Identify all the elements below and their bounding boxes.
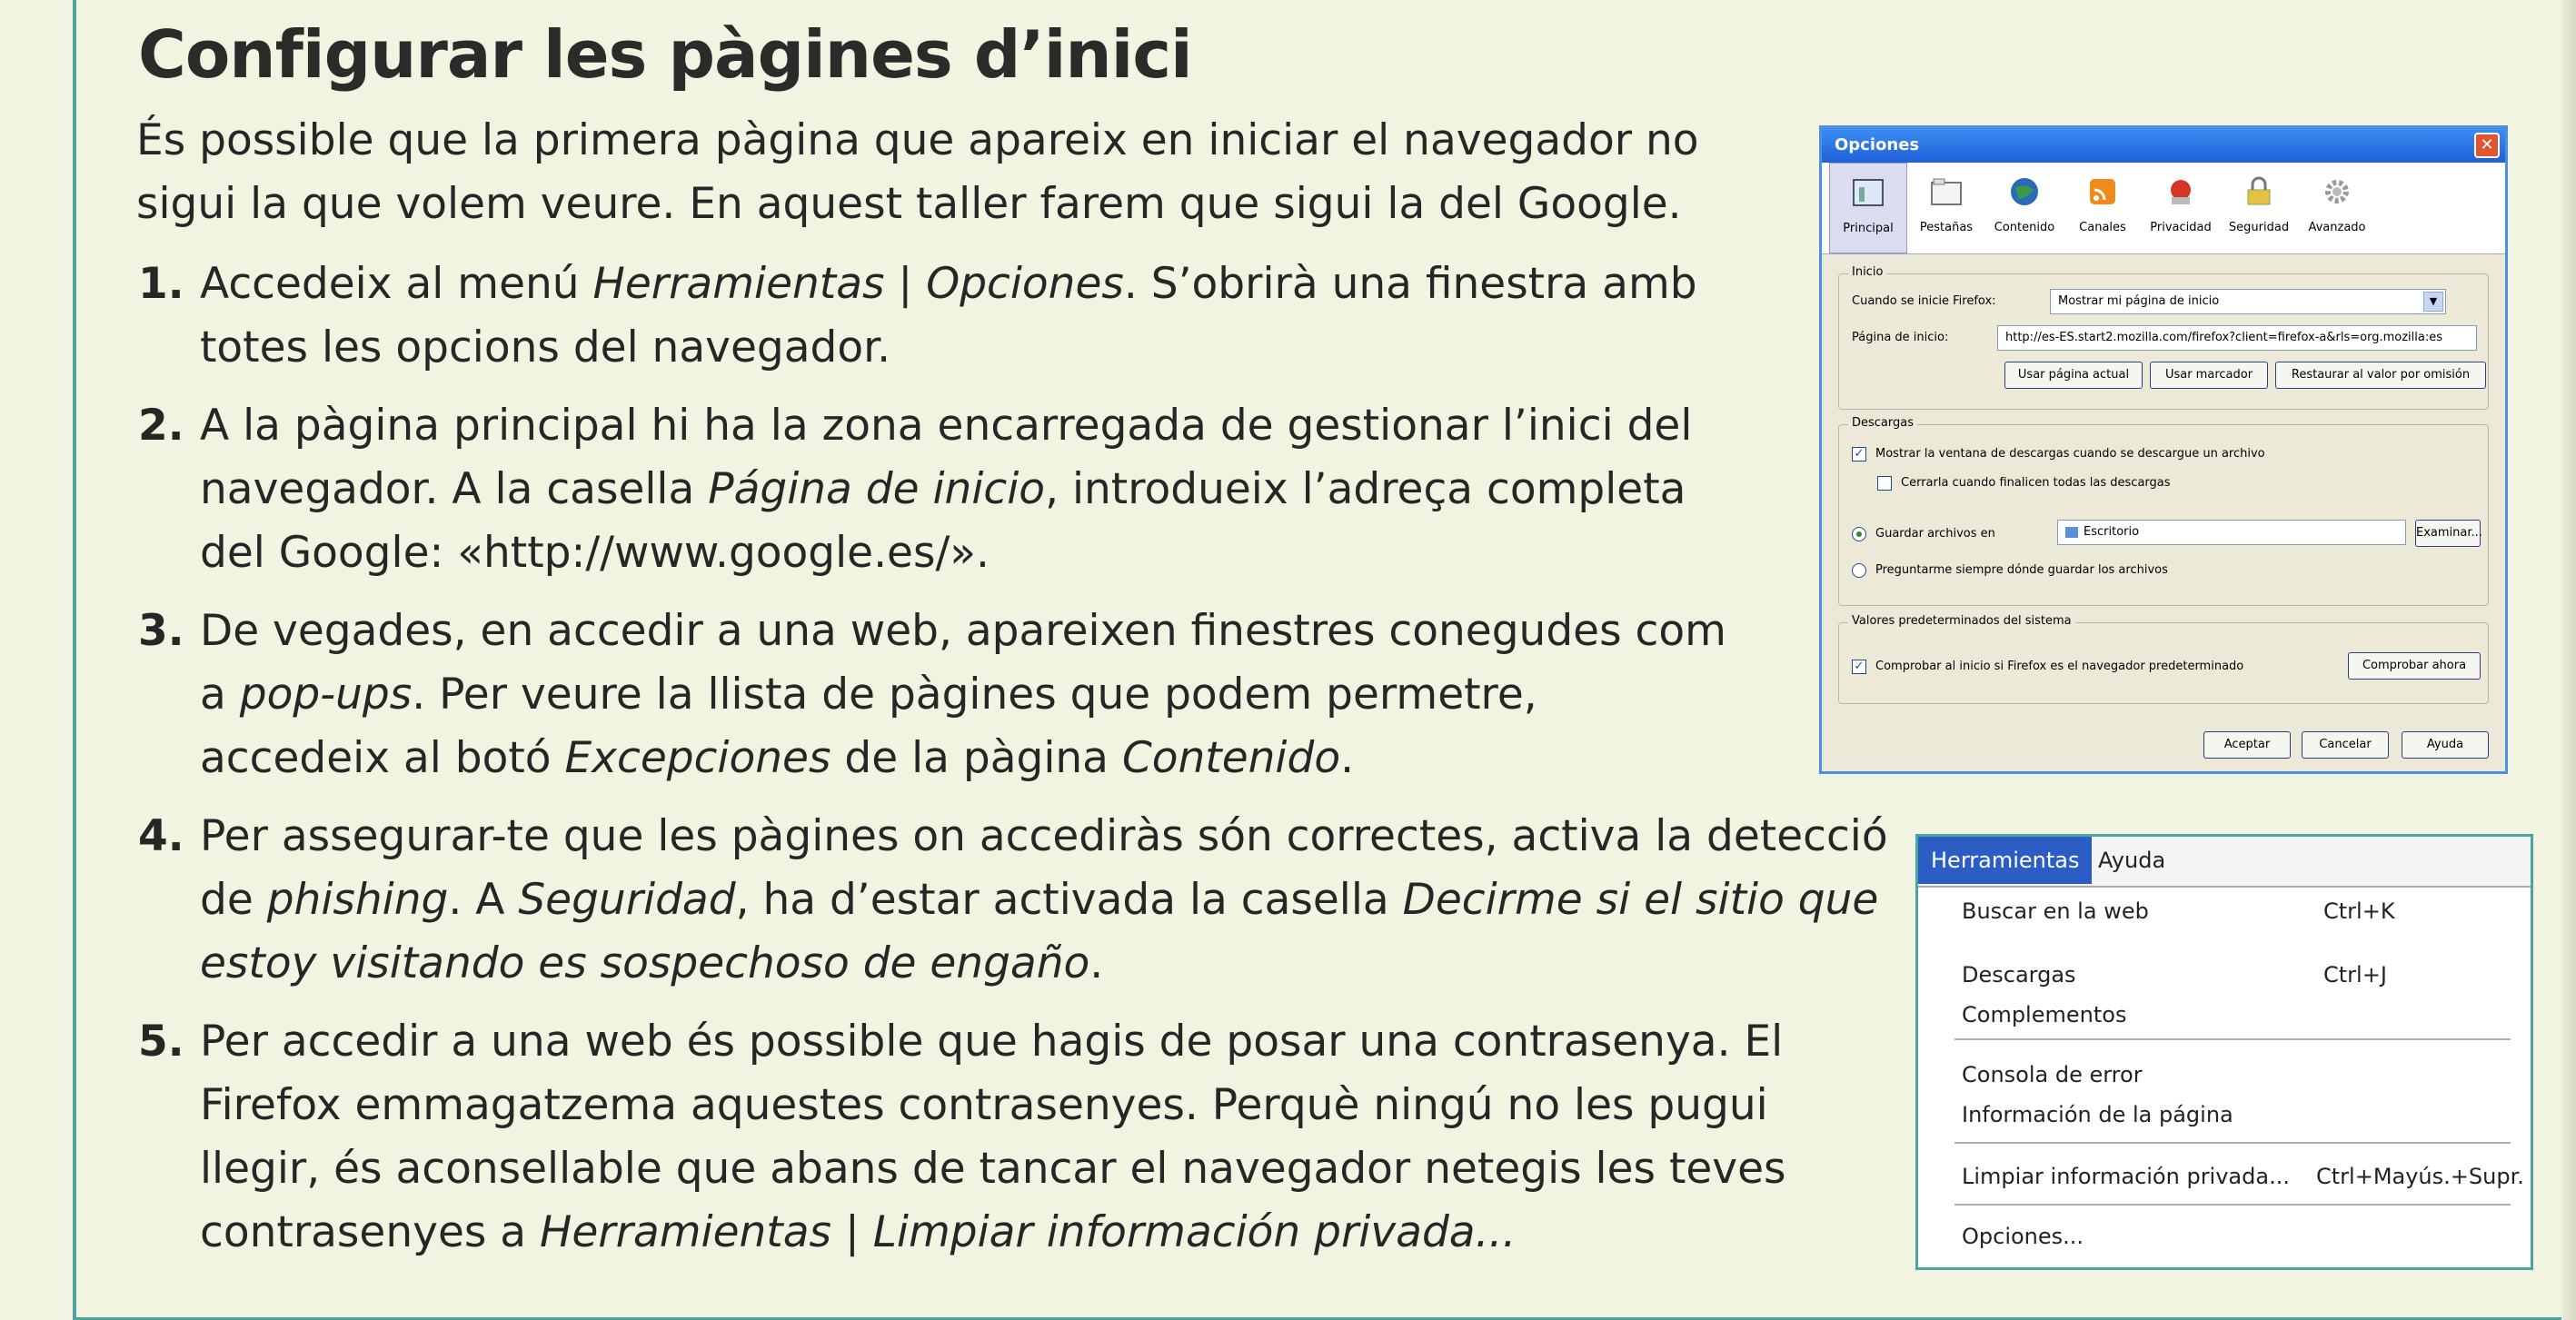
step-emphasis: Herramientas | Opciones	[592, 259, 1124, 309]
step-emphasis: Seguridad	[518, 875, 736, 925]
page-title: Configurar les pàgines d’inici	[138, 16, 1192, 93]
step-text: , introdueix l’adreça completa del Google: «http://www.google.es/».	[200, 464, 1686, 578]
dialog-tab-bar	[1822, 163, 2505, 254]
menu-item-shortcut: Ctrl+Mayús.+Supr.	[2316, 1164, 2524, 1189]
tab-label: Privacidad	[2150, 221, 2212, 234]
step-emphasis: Excepciones	[564, 733, 831, 783]
lock-icon	[2241, 174, 2277, 210]
menu-separator	[1954, 1142, 2511, 1144]
step-number: 5.	[138, 1017, 184, 1067]
opciones-dialog	[1819, 125, 2508, 774]
group-legend: Inicio	[1848, 265, 1886, 279]
privacy-icon	[2163, 174, 2199, 210]
step-emphasis: Contenido	[1121, 733, 1341, 783]
dialog-title: Opciones	[1835, 135, 1920, 154]
step-text: de la pàgina	[830, 733, 1122, 783]
tab-contenido[interactable]	[1985, 163, 2064, 253]
step-emphasis: phishing	[266, 875, 449, 925]
step-text: .	[1089, 938, 1104, 988]
tab-avanzado[interactable]	[2298, 163, 2376, 253]
menu-item-consola[interactable]	[1962, 1055, 2507, 1095]
tab-pestanas[interactable]	[1907, 163, 1985, 253]
menubar	[1918, 837, 2531, 888]
comprobar-ahora-button[interactable]: Comprobar ahora	[2348, 652, 2481, 680]
step-emphasis: Página de inicio	[708, 464, 1046, 514]
menu-item-label: Complementos	[1962, 1002, 2127, 1027]
herramientas-menu	[1915, 834, 2533, 1270]
step-number: 1.	[138, 259, 184, 309]
examinar-button[interactable]: Examinar...	[2415, 520, 2481, 547]
step-emphasis: Herramientas | Limpiar información privada...	[540, 1207, 1517, 1257]
page-edge-shadow	[2561, 0, 2576, 1320]
group-legend: Descargas	[1848, 416, 1917, 430]
menu-item-complementos[interactable]	[1962, 995, 2507, 1035]
step-text: Accedeix al menú	[200, 259, 593, 309]
menu-item-label: Información de la página	[1962, 1102, 2233, 1127]
step-2	[136, 394, 1736, 585]
cuando-label: Cuando se inicie Firefox:	[1852, 294, 1996, 308]
escritorio-value: Escritorio	[2084, 525, 2140, 539]
menu-item-label: Limpiar información privada...	[1962, 1164, 2290, 1189]
step-emphasis: pop-ups	[239, 670, 413, 720]
tab-seguridad[interactable]	[2220, 163, 2298, 253]
aceptar-button[interactable]: Aceptar	[2203, 731, 2291, 759]
step-text: Per accedir a una web és possible que hagis de posar una contrasenya. El Firefox emmagatzema aquestes contrasenyes. Perquè ningú no les pugui llegir, és aconsellable que abans de tancar el navegador netegis les teves contrasenyes a	[200, 1017, 1786, 1257]
step-1	[136, 253, 1736, 380]
step-text: A la pàgina principal hi ha la zona encarregada de gestionar l’inici del navegador. A la casella	[200, 401, 1693, 514]
descargas-group	[1838, 416, 2489, 606]
menu-item-informacion[interactable]	[1962, 1095, 2507, 1135]
step-text: , ha d’estar activada la casella	[735, 875, 1403, 925]
close-icon[interactable]: ✕	[2474, 133, 2500, 158]
pagina-label: Página de inicio:	[1852, 331, 1949, 344]
usar-marcador-button[interactable]: Usar marcador	[2150, 362, 2268, 389]
restaurar-button[interactable]: Restaurar al valor por omisión	[2275, 362, 2486, 389]
window-icon	[1850, 174, 1886, 211]
menu-item-shortcut: Ctrl+K	[2323, 898, 2395, 924]
menu-item-label: Consola de error	[1962, 1062, 2143, 1087]
cerrarla-label: Cerrarla cuando finalicen todas las descargas	[1901, 476, 2171, 490]
gear-icon	[2319, 174, 2355, 210]
intro-paragraph: És possible que la primera pàgina que apareix en iniciar el navegador no sigui la que volem veure. En aquest taller farem que sigui la del Google.	[136, 115, 1699, 229]
menu-item-label: Descargas	[1962, 962, 2076, 988]
comprobar-label: Comprobar al inicio si Firefox es el navegador predeterminado	[1875, 660, 2244, 673]
valores-group	[1838, 614, 2489, 704]
cerrarla-checkbox[interactable]	[1877, 476, 1892, 491]
menu-separator	[1954, 1204, 2511, 1206]
ayuda-button[interactable]: Ayuda	[2402, 731, 2489, 759]
tab-privacidad[interactable]	[2142, 163, 2220, 253]
menu-item-opciones[interactable]	[1962, 1216, 2507, 1256]
tab-label: Contenido	[1994, 221, 2055, 234]
menu-item-label: Opciones...	[1962, 1224, 2084, 1249]
dialog-titlebar	[1822, 128, 2505, 163]
step-text: Per assegurar-te que les pàgines on accediràs són correctes, activa la detecció de	[200, 811, 1888, 925]
cuando-select-value: Mostrar mi página de inicio	[2058, 294, 2220, 308]
step-text: . Per veure la llista de pàgines que podem permetre, accedeix al botó	[200, 670, 1537, 783]
group-legend: Valores predeterminados del sistema	[1848, 614, 2075, 628]
menubar-herramientas[interactable]: Herramientas	[1918, 837, 2092, 884]
cancelar-button[interactable]: Cancelar	[2302, 731, 2389, 759]
tab-principal[interactable]	[1829, 163, 1907, 253]
inicio-group	[1838, 265, 2489, 410]
tab-label: Seguridad	[2228, 221, 2290, 234]
menubar-ayuda[interactable]: Ayuda	[2098, 848, 2166, 873]
step-number: 2.	[138, 401, 184, 451]
menu-item-limpiar[interactable]	[1962, 1156, 2524, 1196]
step-number: 4.	[138, 811, 184, 861]
step-3	[136, 600, 1736, 790]
folder-icon	[2065, 527, 2078, 538]
comprobar-checkbox[interactable]: ✓	[1852, 660, 1866, 674]
menu-item-label: Buscar en la web	[1962, 898, 2149, 924]
usar-pagina-actual-button[interactable]: Usar página actual	[2004, 362, 2143, 389]
step-number: 3.	[138, 606, 184, 656]
tabs-icon	[1928, 174, 1964, 210]
left-accent-rule	[73, 0, 76, 1320]
tab-label: Avanzado	[2308, 221, 2366, 234]
tab-label: Principal	[1843, 222, 1894, 235]
menu-item-descargas[interactable]	[1962, 955, 2507, 995]
globe-icon	[2006, 174, 2043, 210]
step-5	[136, 1010, 1899, 1265]
guardar-radio[interactable]	[1852, 527, 1866, 541]
pagina-inicio-input[interactable]: http://es-ES.start2.mozilla.com/firefox?client=firefox-a&rls=org.mozilla:es	[1997, 325, 2477, 351]
menu-item-buscar[interactable]	[1962, 891, 2507, 931]
tab-label: Pestañas	[1919, 221, 1974, 234]
cuando-select[interactable]	[2050, 289, 2446, 314]
tab-label: Canales	[2079, 221, 2126, 234]
preguntarme-label: Preguntarme siempre dónde guardar los archivos	[1875, 563, 2168, 577]
tab-canales[interactable]	[2064, 163, 2142, 253]
escritorio-field[interactable]	[2057, 520, 2406, 545]
menu-separator	[1954, 1038, 2511, 1040]
preguntarme-radio[interactable]	[1852, 563, 1866, 578]
rss-icon	[2084, 174, 2121, 210]
mostrar-ventana-label: Mostrar la ventana de descargas cuando se descargue un archivo	[1875, 447, 2265, 461]
step-emphasis: Decirme si el sitio que estoy visitando es sospechoso de engaño	[200, 875, 1879, 988]
mostrar-ventana-checkbox[interactable]: ✓	[1852, 447, 1866, 462]
step-text: . A	[448, 875, 519, 925]
guardar-label: Guardar archivos en	[1875, 527, 1995, 541]
menu-item-shortcut: Ctrl+J	[2323, 962, 2387, 988]
step-text: .	[1340, 733, 1355, 783]
chevron-down-icon: ▼	[2423, 292, 2443, 312]
step-text: . S’obrirà una finestra amb totes les opcions del navegador.	[200, 259, 1697, 372]
step-4	[136, 805, 1899, 996]
step-text: De vegades, en accedir a una web, apareixen finestres conegudes com a	[200, 606, 1726, 720]
